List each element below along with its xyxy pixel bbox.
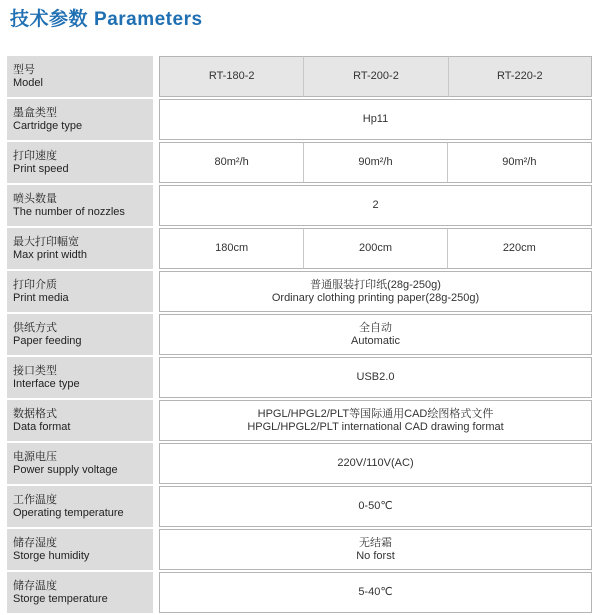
row-label-zh: 储存温度 <box>13 579 57 592</box>
row-label-en: Model <box>13 76 43 89</box>
row-label-zh: 数据格式 <box>13 407 57 420</box>
row-label <box>7 228 153 269</box>
row-label-zh: 接口类型 <box>13 364 57 377</box>
row-label <box>7 443 153 484</box>
row-label-zh: 工作温度 <box>13 493 57 506</box>
value-line-en: No forst <box>356 549 395 562</box>
value-line-en: Automatic <box>351 334 400 347</box>
value-line-zh: 普通服装打印纸(28g-250g) <box>310 278 441 291</box>
model-cell: RT-180-2 <box>159 56 303 97</box>
table-row <box>7 99 592 140</box>
model-cell: RT-200-2 <box>303 56 447 97</box>
row-label <box>7 529 153 570</box>
row-label-en: Print speed <box>13 162 69 175</box>
row-label-zh: 型号 <box>13 63 35 76</box>
table-row <box>7 185 592 226</box>
row-label <box>7 99 153 140</box>
row-label-zh: 最大打印幅宽 <box>13 235 79 248</box>
value-cell: 200cm <box>303 228 447 269</box>
row-label-zh: 电源电压 <box>13 450 57 463</box>
value-cell <box>159 271 592 312</box>
table-row <box>7 228 592 269</box>
value-cell <box>159 314 592 355</box>
row-label-en: Operating temperature <box>13 506 124 519</box>
row-label-zh: 墨盒类型 <box>13 106 57 119</box>
table-row <box>7 314 592 355</box>
value-cell: USB2.0 <box>159 357 592 398</box>
row-label-en: Data format <box>13 420 71 433</box>
row-label-en: Storge temperature <box>13 592 108 605</box>
value-cell: 220V/110V(AC) <box>159 443 592 484</box>
page-title-zh: 技术参数 <box>10 9 89 30</box>
row-label-en: Power supply voltage <box>13 463 118 476</box>
value-line-zh: 全自动 <box>359 321 392 334</box>
page-title <box>10 4 203 31</box>
value-cell: 2 <box>159 185 592 226</box>
table-row <box>7 400 592 441</box>
value-line-zh: HPGL/HPGL2/PLT等国际通用CAD绘图格式文件 <box>257 407 494 420</box>
row-label-zh: 打印速度 <box>13 149 57 162</box>
row-label <box>7 314 153 355</box>
row-label <box>7 271 153 312</box>
value-cell <box>159 529 592 570</box>
row-label <box>7 142 153 183</box>
row-label-en: Print media <box>13 291 69 304</box>
table-row <box>7 486 592 527</box>
table-row <box>7 142 592 183</box>
value-cell: 90m²/h <box>448 142 592 183</box>
value-line-en: Ordinary clothing printing paper(28g-250g) <box>271 291 480 304</box>
parameters-table <box>7 54 592 615</box>
table-row <box>7 56 592 97</box>
row-label-en: The number of nozzles <box>13 205 125 218</box>
row-label-en: Cartridge type <box>13 119 83 132</box>
row-label <box>7 400 153 441</box>
table-row <box>7 357 592 398</box>
row-label <box>7 185 153 226</box>
value-line-en: HPGL/HPGL2/PLT international CAD drawing format <box>247 420 504 433</box>
table-row <box>7 271 592 312</box>
table-row <box>7 443 592 484</box>
row-label-en: Storge humidity <box>13 549 90 562</box>
row-label-zh: 储存湿度 <box>13 536 57 549</box>
value-cell: 80m²/h <box>159 142 303 183</box>
value-line-zh: 无结霜 <box>359 536 392 549</box>
value-cell <box>159 400 592 441</box>
value-cell: 90m²/h <box>303 142 447 183</box>
row-label-en: Paper feeding <box>13 334 82 347</box>
model-cell: RT-220-2 <box>448 56 592 97</box>
value-cell: Hp11 <box>159 99 592 140</box>
value-cell: 180cm <box>159 228 303 269</box>
row-label-en: Max print width <box>13 248 87 261</box>
row-label-zh: 喷头数量 <box>13 192 57 205</box>
row-label <box>7 357 153 398</box>
row-label-zh: 供纸方式 <box>13 321 57 334</box>
value-cell: 0-50℃ <box>159 486 592 527</box>
page-title-en: Parameters <box>94 9 203 30</box>
value-cell: 220cm <box>448 228 592 269</box>
row-label-en: Interface type <box>13 377 80 390</box>
row-label <box>7 486 153 527</box>
table-row <box>7 529 592 570</box>
value-cell: 5-40℃ <box>159 572 592 613</box>
row-label <box>7 56 153 97</box>
row-label-zh: 打印介质 <box>13 278 57 291</box>
